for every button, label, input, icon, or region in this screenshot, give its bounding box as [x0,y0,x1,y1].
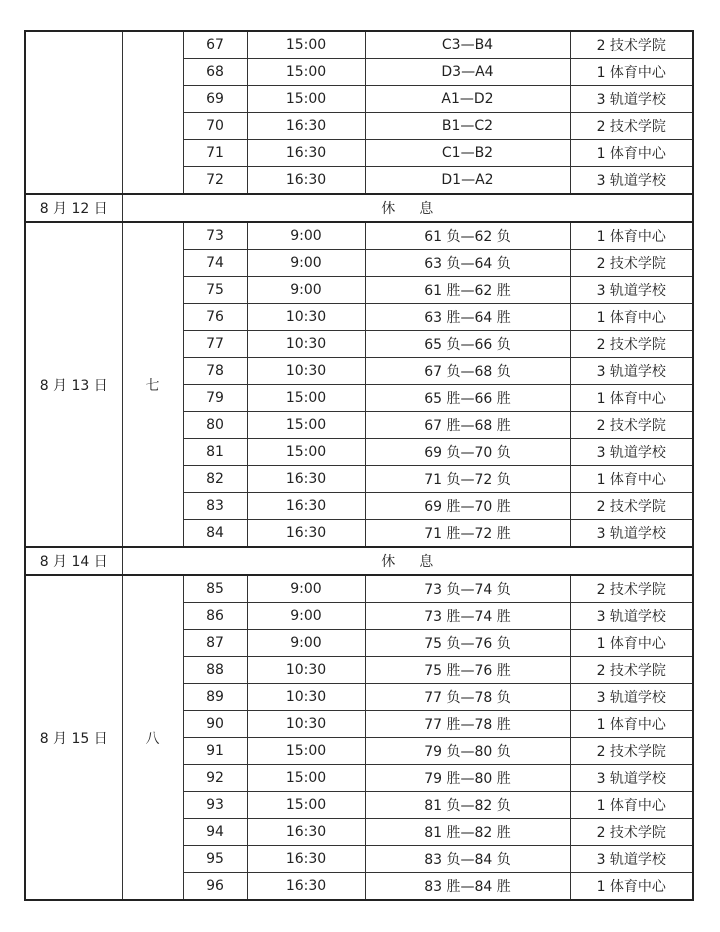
match-venue: 3 轨道学校 [570,358,693,385]
match-venue: 2 技术学院 [570,250,693,277]
match-number: 87 [183,630,247,657]
match-pairing: C1—B2 [365,140,570,167]
match-venue: 1 体育中心 [570,304,693,331]
match-number: 67 [183,31,247,59]
match-venue: 3 轨道学校 [570,167,693,195]
match-venue: 2 技术学院 [570,493,693,520]
match-venue: 1 体育中心 [570,711,693,738]
match-time: 9:00 [247,222,365,250]
match-pairing: A1—D2 [365,86,570,113]
match-number: 72 [183,167,247,195]
match-time: 16:30 [247,493,365,520]
match-number: 88 [183,657,247,684]
match-time: 10:30 [247,304,365,331]
match-date: 8 月 15 日 [25,575,122,900]
round-number: 七 [122,222,183,547]
match-pairing: 61 负—62 负 [365,222,570,250]
match-time: 15:00 [247,31,365,59]
match-pairing: C3—B4 [365,31,570,59]
match-pairing: 65 负—66 负 [365,331,570,358]
match-number: 92 [183,765,247,792]
match-pairing: B1—C2 [365,113,570,140]
match-venue: 1 体育中心 [570,792,693,819]
match-pairing: 83 负—84 负 [365,846,570,873]
match-venue: 3 轨道学校 [570,439,693,466]
match-venue: 1 体育中心 [570,222,693,250]
match-time: 15:00 [247,385,365,412]
match-pairing: 73 负—74 负 [365,575,570,603]
match-venue: 2 技术学院 [570,575,693,603]
match-number: 83 [183,493,247,520]
schedule-table [24,30,694,901]
match-number: 69 [183,86,247,113]
match-venue: 1 体育中心 [570,59,693,86]
match-number: 93 [183,792,247,819]
match-venue: 3 轨道学校 [570,765,693,792]
match-venue: 2 技术学院 [570,819,693,846]
match-venue: 3 轨道学校 [570,277,693,304]
match-number: 81 [183,439,247,466]
match-venue: 1 体育中心 [570,873,693,901]
match-venue: 2 技术学院 [570,738,693,765]
match-date [25,31,122,194]
match-number: 74 [183,250,247,277]
match-time: 15:00 [247,765,365,792]
match-pairing: 67 负—68 负 [365,358,570,385]
match-venue: 3 轨道学校 [570,684,693,711]
match-number: 95 [183,846,247,873]
match-time: 15:00 [247,439,365,466]
match-venue: 2 技术学院 [570,113,693,140]
match-number: 84 [183,520,247,548]
rest-date: 8 月 12 日 [25,194,122,222]
round-number: 八 [122,575,183,900]
match-pairing: 63 胜—64 胜 [365,304,570,331]
match-time: 16:30 [247,466,365,493]
match-time: 9:00 [247,277,365,304]
match-pairing: 79 负—80 负 [365,738,570,765]
match-pairing: 63 负—64 负 [365,250,570,277]
match-row [25,575,693,603]
match-venue: 3 轨道学校 [570,520,693,548]
rest-date: 8 月 14 日 [25,547,122,575]
rest-label-char: 息 [419,554,434,570]
rest-label [122,194,693,222]
match-pairing: 73 胜—74 胜 [365,603,570,630]
match-time: 9:00 [247,250,365,277]
match-number: 71 [183,140,247,167]
match-number: 86 [183,603,247,630]
match-venue: 1 体育中心 [570,140,693,167]
match-pairing: 79 胜—80 胜 [365,765,570,792]
match-time: 10:30 [247,657,365,684]
match-pairing: 77 负—78 负 [365,684,570,711]
match-pairing: 67 胜—68 胜 [365,412,570,439]
match-venue: 2 技术学院 [570,657,693,684]
match-time: 16:30 [247,113,365,140]
rest-label-char: 息 [419,201,434,217]
match-pairing: 83 胜—84 胜 [365,873,570,901]
rest-day-row [25,547,693,575]
match-venue: 3 轨道学校 [570,86,693,113]
match-pairing: 65 胜—66 胜 [365,385,570,412]
match-date: 8 月 13 日 [25,222,122,547]
match-number: 94 [183,819,247,846]
match-number: 91 [183,738,247,765]
match-venue: 2 技术学院 [570,412,693,439]
round-number [122,31,183,194]
match-time: 15:00 [247,86,365,113]
match-pairing: 69 胜—70 胜 [365,493,570,520]
match-time: 15:00 [247,59,365,86]
match-time: 16:30 [247,873,365,901]
match-number: 80 [183,412,247,439]
rest-label-char: 休 [381,554,396,570]
match-pairing: 81 胜—82 胜 [365,819,570,846]
match-time: 16:30 [247,846,365,873]
match-pairing: 77 胜—78 胜 [365,711,570,738]
match-venue: 3 轨道学校 [570,846,693,873]
match-time: 16:30 [247,520,365,548]
match-time: 10:30 [247,684,365,711]
match-number: 75 [183,277,247,304]
match-pairing: 69 负—70 负 [365,439,570,466]
match-time: 9:00 [247,575,365,603]
match-row [25,31,693,59]
match-time: 15:00 [247,738,365,765]
match-time: 9:00 [247,630,365,657]
match-number: 90 [183,711,247,738]
match-time: 10:30 [247,358,365,385]
match-time: 9:00 [247,603,365,630]
match-venue: 3 轨道学校 [570,603,693,630]
match-number: 82 [183,466,247,493]
match-number: 68 [183,59,247,86]
match-number: 85 [183,575,247,603]
match-number: 77 [183,331,247,358]
match-row [25,222,693,250]
match-time: 15:00 [247,412,365,439]
match-venue: 2 技术学院 [570,331,693,358]
match-venue: 1 体育中心 [570,385,693,412]
match-pairing: 81 负—82 负 [365,792,570,819]
match-time: 15:00 [247,792,365,819]
match-number: 78 [183,358,247,385]
match-pairing: D1—A2 [365,167,570,195]
match-number: 89 [183,684,247,711]
match-venue: 1 体育中心 [570,630,693,657]
match-pairing: 75 胜—76 胜 [365,657,570,684]
rest-day-row [25,194,693,222]
match-pairing: 71 负—72 负 [365,466,570,493]
match-time: 16:30 [247,140,365,167]
match-number: 73 [183,222,247,250]
match-pairing: 71 胜—72 胜 [365,520,570,548]
match-venue: 1 体育中心 [570,466,693,493]
match-pairing: 75 负—76 负 [365,630,570,657]
match-time: 10:30 [247,711,365,738]
schedule-body [25,31,693,900]
match-venue: 2 技术学院 [570,31,693,59]
rest-label [122,547,693,575]
rest-label-char: 休 [381,201,396,217]
match-number: 79 [183,385,247,412]
match-pairing: 61 胜—62 胜 [365,277,570,304]
match-number: 96 [183,873,247,901]
match-time: 10:30 [247,331,365,358]
match-number: 70 [183,113,247,140]
match-pairing: D3—A4 [365,59,570,86]
match-time: 16:30 [247,167,365,195]
match-time: 16:30 [247,819,365,846]
match-number: 76 [183,304,247,331]
